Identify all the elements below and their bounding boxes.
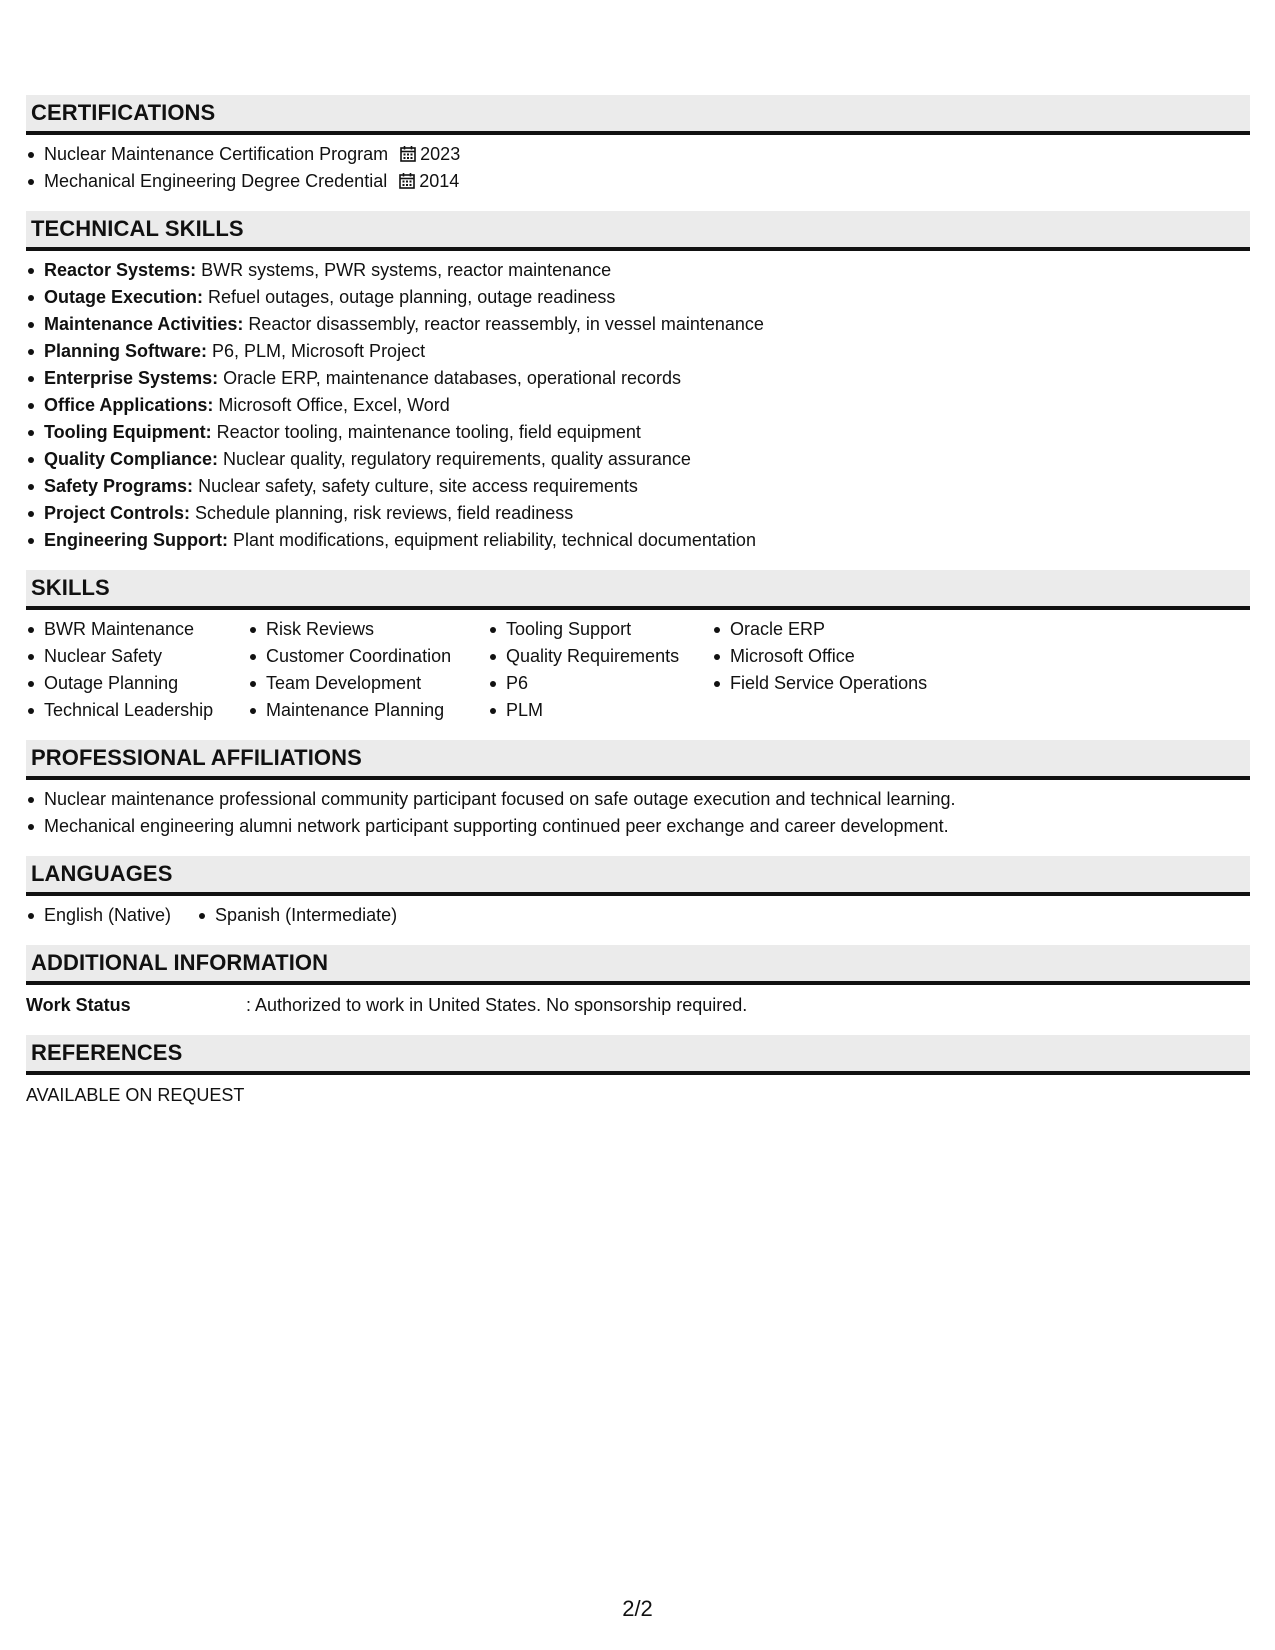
skill-category-text: Microsoft Office, Excel, Word — [213, 395, 450, 415]
list-item: Nuclear Safety — [26, 643, 226, 670]
certification-year: 2023 — [420, 144, 461, 164]
work-status-row — [26, 991, 1250, 1019]
list-item: Maintenance Planning — [248, 697, 466, 724]
skill-category-label: Planning Software: — [44, 341, 208, 361]
certifications-heading: CERTIFICATIONS — [26, 95, 1250, 135]
skill-category-text: Nuclear safety, safety culture, site access requirements — [193, 476, 638, 496]
list-item: Tooling Support — [488, 616, 690, 643]
list-item: Risk Reviews — [248, 616, 466, 643]
skills-heading: SKILLS — [26, 570, 1250, 610]
list-item — [26, 473, 1250, 500]
skills-column — [26, 616, 226, 724]
skills-column — [248, 616, 466, 724]
skill-category-label: Project Controls: — [44, 503, 191, 523]
skill-category-text: P6, PLM, Microsoft Project — [207, 341, 426, 361]
list-item: Quality Requirements — [488, 643, 690, 670]
skill-category-text: BWR systems, PWR systems, reactor maintenance — [196, 260, 612, 280]
skills-column — [488, 616, 690, 724]
references-section — [26, 1035, 1250, 1109]
skill-category-text: Reactor tooling, maintenance tooling, field equipment — [211, 422, 641, 442]
calendar-icon — [400, 145, 416, 162]
list-item: Team Development — [248, 670, 466, 697]
skill-category-label: Outage Execution: — [44, 287, 204, 307]
affiliations-heading: PROFESSIONAL AFFILIATIONS — [26, 740, 1250, 780]
list-item: Oracle ERP — [712, 616, 927, 643]
list-item — [26, 311, 1250, 338]
list-item: Mechanical engineering alumni network participant supporting continued peer exchange and career development. — [26, 813, 1250, 840]
skill-category-text: Plant modifications, equipment reliability, technical documentation — [228, 530, 756, 550]
list-item — [26, 527, 1250, 554]
skill-category-text: Schedule planning, risk reviews, field readiness — [190, 503, 574, 523]
work-status-label: Work Status — [26, 995, 131, 1015]
list-item: English (Native) — [26, 902, 171, 929]
skill-category-label: Maintenance Activities: — [44, 314, 244, 334]
list-item — [26, 419, 1250, 446]
skill-category-label: Tooling Equipment: — [44, 422, 212, 442]
additional-info-section — [26, 945, 1250, 1019]
list-item — [26, 257, 1250, 284]
additional-info-heading: ADDITIONAL INFORMATION — [26, 945, 1250, 985]
skill-category-label: Safety Programs: — [44, 476, 194, 496]
skill-category-text: Oracle ERP, maintenance databases, operational records — [218, 368, 682, 388]
certifications-section — [26, 95, 1250, 195]
list-item: BWR Maintenance — [26, 616, 226, 643]
work-status-value: : Authorized to work in United States. No sponsorship required. — [246, 995, 748, 1015]
certifications-list — [26, 141, 1250, 195]
list-item — [26, 284, 1250, 311]
skill-category-label: Engineering Support: — [44, 530, 228, 550]
list-item: Field Service Operations — [712, 670, 927, 697]
technical-skills-list — [26, 257, 1250, 554]
resume-page — [26, 95, 1250, 1125]
calendar-icon — [399, 172, 415, 189]
references-heading: REFERENCES — [26, 1035, 1250, 1075]
list-item: Spanish (Intermediate) — [197, 902, 397, 929]
list-item: P6 — [488, 670, 690, 697]
languages-heading: LANGUAGES — [26, 856, 1250, 896]
skill-category-label: Enterprise Systems: — [44, 368, 219, 388]
skills-section — [26, 570, 1250, 724]
technical-skills-section — [26, 211, 1250, 554]
list-item: Nuclear maintenance professional community participant focused on safe outage execution and technical learning. — [26, 786, 1250, 813]
certification-year: 2014 — [419, 171, 460, 191]
certification-name: Mechanical Engineering Degree Credential — [44, 171, 388, 191]
list-item — [26, 500, 1250, 527]
affiliations-list — [26, 786, 1250, 840]
list-item — [26, 365, 1250, 392]
languages-section — [26, 856, 1250, 929]
certification-name: Nuclear Maintenance Certification Program — [44, 144, 389, 164]
list-item: Outage Planning — [26, 670, 226, 697]
skill-category-label: Reactor Systems: — [44, 260, 197, 280]
skill-category-label: Office Applications: — [44, 395, 214, 415]
skill-category-text: Refuel outages, outage planning, outage readiness — [203, 287, 616, 307]
technical-skills-heading: TECHNICAL SKILLS — [26, 211, 1250, 251]
list-item — [26, 168, 1250, 195]
list-item: Technical Leadership — [26, 697, 226, 724]
list-item: Customer Coordination — [248, 643, 466, 670]
skill-category-text: Reactor disassembly, reactor reassembly, in vessel maintenance — [243, 314, 764, 334]
skills-columns — [26, 616, 1250, 724]
page-number: 2/2 — [622, 1596, 653, 1621]
list-item — [26, 446, 1250, 473]
affiliations-section — [26, 740, 1250, 840]
list-item: PLM — [488, 697, 690, 724]
languages-list — [26, 902, 1250, 929]
list-item — [26, 338, 1250, 365]
skill-category-label: Quality Compliance: — [44, 449, 219, 469]
skill-category-text: Nuclear quality, regulatory requirements, quality assurance — [218, 449, 691, 469]
skills-column — [712, 616, 927, 724]
references-text: AVAILABLE ON REQUEST — [26, 1085, 245, 1105]
list-item — [26, 392, 1250, 419]
list-item: Microsoft Office — [712, 643, 927, 670]
list-item — [26, 141, 1250, 168]
